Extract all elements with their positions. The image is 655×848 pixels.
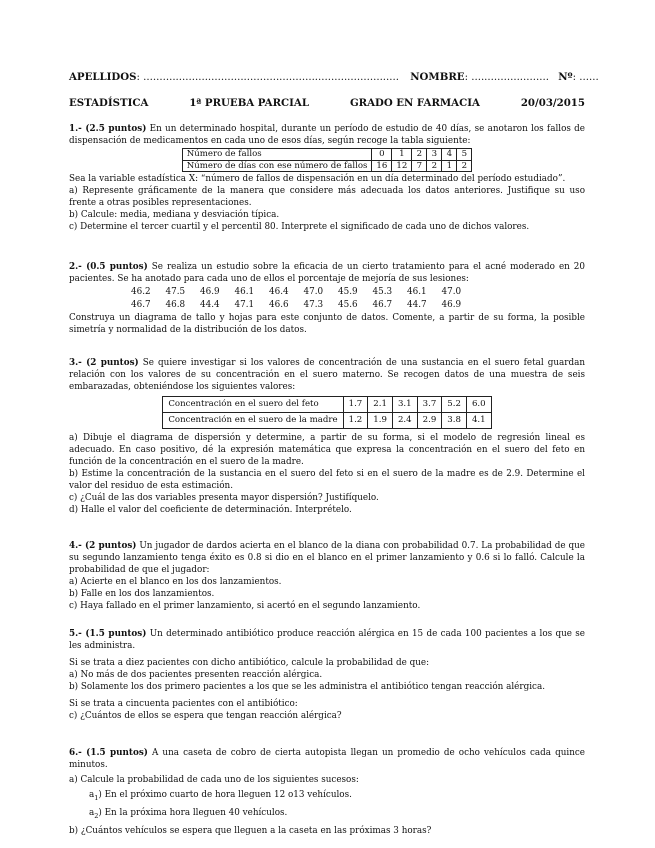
data-value: 46.9 xyxy=(200,287,220,297)
row-label: Concentración en el suero de la madre xyxy=(163,413,343,429)
degree: GRADO EN FARMACIA xyxy=(349,97,480,109)
data-value: 44.7 xyxy=(407,300,427,310)
question-1-variable: Sea la variable estadística X: “número de fallos de dispensación en un día determinado del período estudiado”. xyxy=(69,174,566,184)
data-values-row-2 xyxy=(131,299,585,311)
nombre-field[interactable]: : ........................ xyxy=(464,72,549,83)
question-2-task: Construya un diagrama de tallo y hojas para este conjunto de datos. Comente, a partir de su forma, la posible simetría y normalidad de la distribución de los datos. xyxy=(69,313,585,335)
data-value: 47.1 xyxy=(234,300,255,310)
apellidos-field[interactable]: : ............................................................................... xyxy=(136,72,399,83)
table-row xyxy=(163,397,491,413)
question-3-a: a) Dibuje el diagrama de dispersión y determine, a partir de su forma, si el modelo de regresión lineal es adecuado. En caso positivo, dé la expresión matemática que expresa la concentración en el suero del feto en función de la concentración en el suero de la madre. xyxy=(69,433,585,467)
exam-title-line xyxy=(69,97,585,109)
table-row xyxy=(182,149,472,161)
table-cell: 3.7 xyxy=(417,397,442,413)
table-cell: 1.9 xyxy=(368,413,393,429)
question-2 xyxy=(69,261,585,336)
table-cell: 0 xyxy=(372,149,392,161)
question-5-ten-patients: Si se trata a diez pacientes con dicho antibiótico, calcule la probabilidad de que: xyxy=(69,658,430,668)
row-label: Número de fallos xyxy=(182,149,372,161)
question-3-c: c) ¿Cuál de las dos variables presenta mayor dispersión? Justifíquelo. xyxy=(69,493,379,503)
table-cell: 1.2 xyxy=(343,413,368,429)
question-6-a2: $a_2$) En la próxima hora lleguen 40 vehículos. xyxy=(89,807,288,820)
data-value: 47.0 xyxy=(303,287,324,297)
table-cell: 4 xyxy=(442,149,457,161)
concentration-table xyxy=(162,396,491,429)
question-3-d: d) Halle el valor del coeficiente de determinación. Interprételo. xyxy=(69,505,352,515)
question-6-title: 6.- (1.5 puntos) xyxy=(69,748,148,758)
failures-table xyxy=(182,148,473,172)
table-cell: 1 xyxy=(442,160,457,172)
question-4-a: a) Acierte en el blanco en los dos lanzamientos. xyxy=(69,577,282,587)
question-4-title: 4.- (2 puntos) xyxy=(69,541,137,551)
data-value: 46.4 xyxy=(269,287,289,297)
question-5 xyxy=(69,628,585,722)
row-label: Concentración en el suero del feto xyxy=(163,397,343,413)
table-cell: 12 xyxy=(392,160,412,172)
data-value: 46.7 xyxy=(131,300,151,310)
question-5-intro: Un determinado antibiótico produce reacción alérgica en 15 de cada 100 pacientes a los que se les administra. xyxy=(69,629,585,651)
data-value: 46.8 xyxy=(165,300,186,310)
question-2-title: 2.- (0.5 puntos) xyxy=(69,262,148,272)
exam-name: 1ª PRUEBA PARCIAL xyxy=(189,97,309,109)
data-value: 45.3 xyxy=(372,287,393,297)
table-cell: 6.0 xyxy=(466,397,491,413)
question-4-c: c) Haya fallado en el primer lanzamiento, si acertó en el segundo lanzamiento. xyxy=(69,601,421,611)
question-3-intro: Se quiere investigar si los valores de concentración de una sustancia en el suero fetal guardan relación con los valores de su concentración en el suero materno. Se recogen datos de una muestra de seis embarazadas, obteniéndose los siguientes valores: xyxy=(69,358,585,392)
data-value: 46.7 xyxy=(372,300,393,310)
student-info-line xyxy=(69,71,599,83)
data-value: 46.1 xyxy=(234,287,255,297)
question-4-b: b) Falle en los dos lanzamientos. xyxy=(69,589,215,599)
question-4 xyxy=(69,540,585,612)
table-cell: 2 xyxy=(412,149,427,161)
table-cell: 2 xyxy=(457,160,472,172)
table-cell: 5.2 xyxy=(442,397,467,413)
question-3-title: 3.- (2 puntos) xyxy=(69,358,139,368)
question-6-a: a) Calcule la probabilidad de cada uno de los siguientes sucesos: xyxy=(69,775,359,785)
question-5-fifty-patients: Si se trata a cincuenta pacientes con el antibiótico: xyxy=(69,699,298,709)
question-1-title: 1.- (2.5 puntos) xyxy=(69,124,147,134)
question-3 xyxy=(69,357,585,516)
table-row xyxy=(182,160,472,172)
question-1-a: a) Represente gráficamente de la manera que considere más adecuada los datos anteriores. Justifique su uso frente a otras posibles representaciones. xyxy=(69,186,585,208)
data-value: 46.6 xyxy=(269,300,289,310)
row-label: Número de días con ese número de fallos xyxy=(182,160,372,172)
table-row xyxy=(163,413,491,429)
data-value: 45.6 xyxy=(338,300,358,310)
question-5-title: 5.- (1.5 puntos) xyxy=(69,629,147,639)
question-6 xyxy=(69,747,585,837)
table-cell: 3 xyxy=(427,149,442,161)
data-value: 47.3 xyxy=(303,300,324,310)
question-6-b: b) ¿Cuántos vehículos se espera que lleguen a la caseta en las próximas 3 horas? xyxy=(69,825,432,836)
apellidos-label: APELLIDOS xyxy=(69,71,137,83)
question-6-intro: A una caseta de cobro de cierta autopista llegan un promedio de ocho vehículos cada quince minutos. xyxy=(69,748,585,770)
question-6-a1: $a_1$) En el próximo cuarto de hora lleguen 12 o13 vehículos. xyxy=(89,790,352,802)
table-cell: 7 xyxy=(412,160,427,172)
table-cell: 3.8 xyxy=(442,413,467,429)
question-5-a: a) No más de dos pacientes presenten reacción alérgica. xyxy=(69,670,323,680)
table-cell: 2.4 xyxy=(392,413,417,429)
question-1-intro: En un determinado hospital, durante un período de estudio de 40 días, se anotaron los fallos de dispensación de medicamentos en cada uno de esos días, según recoge la tabla siguiente: xyxy=(69,124,585,146)
question-1-c: c) Determine el tercer cuartil y el percentil 80. Interprete el significado de cada uno de dichos valores. xyxy=(69,222,530,232)
data-value: 47.0 xyxy=(441,287,462,297)
question-1 xyxy=(69,123,585,233)
nombre-label: NOMBRE xyxy=(410,71,465,83)
data-value: 46.1 xyxy=(407,287,427,297)
table-cell: 1.7 xyxy=(343,397,368,413)
data-values-row-1 xyxy=(131,286,585,298)
table-cell: 5 xyxy=(457,149,472,161)
data-value: 45.9 xyxy=(338,287,358,297)
question-1-b: b) Calcule: media, mediana y desviación típica. xyxy=(69,210,280,220)
table-cell: 2.9 xyxy=(417,413,442,429)
table-cell: 2 xyxy=(427,160,442,172)
data-value: 47.5 xyxy=(165,287,186,297)
numero-field[interactable]: : ...... xyxy=(572,72,599,83)
table-cell: 1 xyxy=(392,149,412,161)
question-2-intro: Se realiza un estudio sobre la eficacia de un cierto tratamiento para el acné moderado en 20 pacientes. Se ha anotado para cada uno de ellos el porcentaje de mejoría de sus lesiones: xyxy=(69,262,585,284)
numero-label: Nº xyxy=(558,71,573,83)
subject: ESTADÍSTICA xyxy=(69,97,149,109)
table-cell: 16 xyxy=(372,160,392,172)
data-value: 46.9 xyxy=(441,300,462,310)
data-value: 46.2 xyxy=(131,287,151,297)
table-cell: 4.1 xyxy=(466,413,491,429)
question-5-b: b) Solamente los dos primero pacientes a los que se les administra el antibiótico tengan reacción alérgica. xyxy=(69,682,545,692)
question-4-intro: Un jugador de dardos acierta en el blanco de la diana con probabilidad 0.7. La probabilidad de que su segundo lanzamiento tenga éxito es 0.8 si dio en el blanco en el primer lanzamiento y 0.6 si lo falló. Calcule la probabilidad de que el jugador: xyxy=(69,541,585,575)
exam-date: 20/03/2015 xyxy=(520,97,585,109)
data-value: 44.4 xyxy=(200,300,220,310)
table-cell: 3.1 xyxy=(392,397,417,413)
question-5-c: c) ¿Cuántos de ellos se espera que tengan reacción alérgica? xyxy=(69,711,342,721)
table-cell: 2.1 xyxy=(368,397,393,413)
question-3-b: b) Estime la concentración de la sustancia en el suero del feto si en el suero de la madre es de 2.9. Determine el valor del residuo de esta estimación. xyxy=(69,469,585,491)
